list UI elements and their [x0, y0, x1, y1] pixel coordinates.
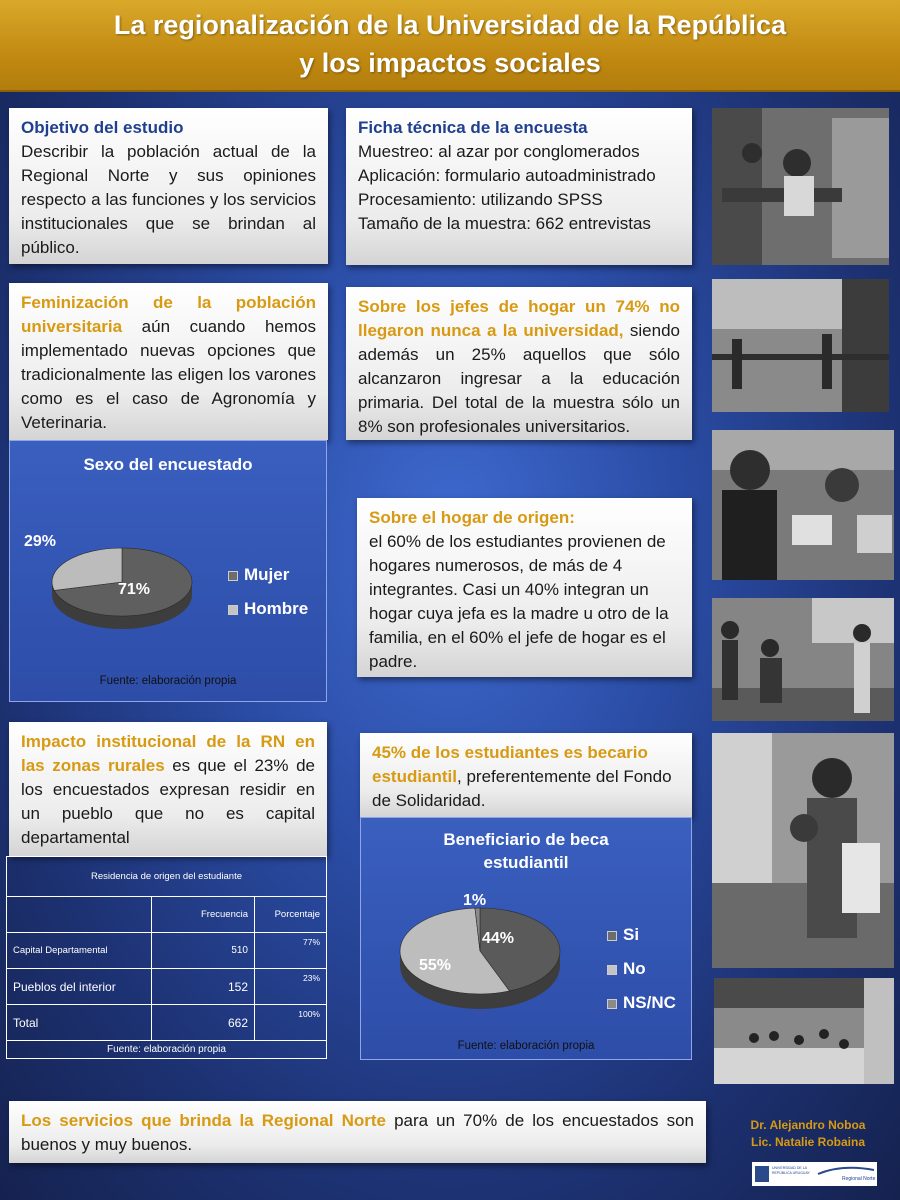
beca-chart-title: Beneficiario de beca estudiantil [443, 830, 609, 872]
table-header-frecuencia: Frecuencia [152, 897, 255, 933]
pie-label-nsnc: 1% [463, 892, 487, 909]
legend-swatch [228, 571, 238, 581]
legend-label: No [623, 959, 646, 978]
servicios-card [9, 1101, 706, 1163]
photo-students-laptop-image [712, 430, 894, 580]
table-source: Fuente: elaboración propia [7, 1041, 327, 1059]
table-title-row [7, 857, 327, 897]
ficha-line: Muestreo: al azar por conglomerados [358, 142, 640, 161]
ficha-line: Tamaño de la muestra: 662 entrevistas [358, 214, 651, 233]
pie-label-no: 55% [419, 957, 452, 974]
residencia-table [6, 856, 327, 1059]
photo-students-laptop [712, 430, 894, 580]
impacto-highlight: Impacto institucional de la RN en las zonas rurales [21, 732, 315, 775]
jefes-highlight: Sobre los jefes de hogar un 74% no llegaron nunca a la universidad, [358, 297, 680, 340]
jefes-card [346, 287, 692, 440]
ficha-line: Procesamiento: utilizando SPSS [358, 190, 603, 209]
author-name: Dr. Alejandro Noboa [750, 1118, 866, 1132]
table-row [7, 969, 327, 1005]
legend-mujer [228, 565, 289, 585]
ficha-line: Aplicación: formulario autoadministrado [358, 166, 656, 185]
ficha-heading: Ficha técnica de la encuesta [358, 118, 588, 137]
photo-students-group-image [712, 598, 894, 721]
table-cell: 77% [255, 933, 327, 969]
table-cell: 510 [152, 933, 255, 969]
pie-label-hombre: 29% [24, 533, 57, 550]
legend-swatch [228, 605, 238, 615]
authors [722, 1117, 894, 1151]
jefes-body: siendo además un 25% aquellos que sólo alcanzaron ingresar a la educación primaria. Del total de la muestra sólo un 8% son profesionales universitarios. [358, 321, 680, 436]
servicios-highlight: Los servicios que brinda la Regional Norte [21, 1111, 386, 1130]
table-cell: Capital Departamental [7, 933, 152, 969]
hogar-heading: Sobre el hogar de origen: [369, 508, 575, 527]
photo-mother-child [712, 733, 894, 968]
legend-label: Hombre [244, 599, 309, 618]
hogar-card [357, 498, 692, 677]
table-row [7, 1005, 327, 1041]
objetivo-heading: Objetivo del estudio [21, 118, 184, 137]
impacto-card [9, 722, 327, 856]
legend-swatch [607, 931, 617, 941]
beca-chart-source: Fuente: elaboración propia [457, 1040, 595, 1052]
sexo-chart-title: Sexo del encuestado [83, 455, 253, 474]
university-logo [752, 1162, 877, 1186]
sexo-chart-source: Fuente: elaboración propia [99, 675, 237, 687]
title-line-2: y los impactos sociales [299, 48, 601, 78]
table-header-porcentaje: Porcentaje [255, 897, 327, 933]
university-logo-mark [755, 1166, 769, 1182]
impacto-body: es que el 23% de los encuestados expresan residir en un pueblo que no es capital departamental [21, 756, 315, 847]
feminizacion-card [9, 283, 328, 440]
legend-nsnc [607, 993, 676, 1013]
table-cell: 152 [152, 969, 255, 1005]
photo-campus-outdoor [712, 279, 889, 412]
table-header-row [7, 897, 327, 933]
poster-title [0, 0, 900, 92]
table-cell: 662 [152, 1005, 255, 1041]
pie-label-mujer: 71% [118, 581, 151, 598]
photo-students-studying [712, 108, 889, 265]
regional-logo-bg [814, 1162, 877, 1186]
photo-campus-outdoor-image [712, 279, 889, 412]
table-cell: Pueblos del interior [7, 969, 152, 1005]
legend-no [607, 959, 646, 979]
objetivo-card [9, 108, 328, 264]
ficha-card [346, 108, 692, 265]
legend-label: Mujer [244, 565, 290, 584]
logo-text-right: Regional Norte [842, 1176, 876, 1182]
sexo-chart-panel [9, 440, 327, 702]
objetivo-body: Describir la población actual de la Regional Norte y sus opiniones respecto a las funciones y los servicios institucionales que se brindan al público. [21, 142, 316, 257]
table-row [7, 933, 327, 969]
photo-cafeteria-crowd-image [714, 978, 894, 1084]
photo-cafeteria-crowd [714, 978, 894, 1084]
becario-body: , preferentemente del Fondo de Solidaridad. [372, 767, 672, 810]
table-cell: 100% [255, 1005, 327, 1041]
table-header-blank [7, 897, 152, 933]
legend-si [607, 925, 639, 945]
hogar-body: el 60% de los estudiantes provienen de hogares numerosos, de más de 4 integrantes. Casi un 40% integran un hogar cuya jefa es la madre u otro de la familia, en el 60% el jefe de hogar es el padre. [369, 532, 669, 671]
feminizacion-highlight: Feminización de la población universitaria [21, 293, 316, 336]
becario-highlight: 45% de los estudiantes es becario estudiantil [372, 743, 648, 786]
logos-strip [752, 1162, 877, 1186]
beca-pie-chart [361, 818, 693, 1061]
title-line-1: La regionalización de la Universidad de la República [113, 10, 787, 40]
author-name: Lic. Natalie Robaina [750, 1135, 866, 1149]
legend-label: NS/NC [623, 993, 676, 1012]
logo-text-left: UNIVERSIDAD DE LA REPÚBLICA URUGUAY [772, 1166, 810, 1175]
table-cell: Total [7, 1005, 152, 1041]
becario-card [360, 733, 692, 817]
photo-students-studying-image [712, 108, 889, 265]
legend-swatch [607, 965, 617, 975]
table-source-row [7, 1041, 327, 1059]
legend-hombre [228, 599, 308, 619]
legend-swatch [607, 999, 617, 1009]
beca-chart-panel [360, 817, 692, 1060]
table-title: Residencia de origen del estudiante [7, 857, 327, 897]
feminizacion-body: aún cuando hemos implementado nuevas opciones que tradicionalmente las eligen los varones como es el caso de Agronomía y Veterinaria. [21, 317, 316, 432]
legend-label: Si [623, 925, 640, 944]
servicios-body: para un 70% de los encuestados son buenos y muy buenos. [21, 1111, 694, 1154]
pie-label-si: 44% [482, 930, 515, 947]
photo-mother-child-image [712, 733, 894, 968]
table-cell: 23% [255, 969, 327, 1005]
photo-students-group [712, 598, 894, 721]
